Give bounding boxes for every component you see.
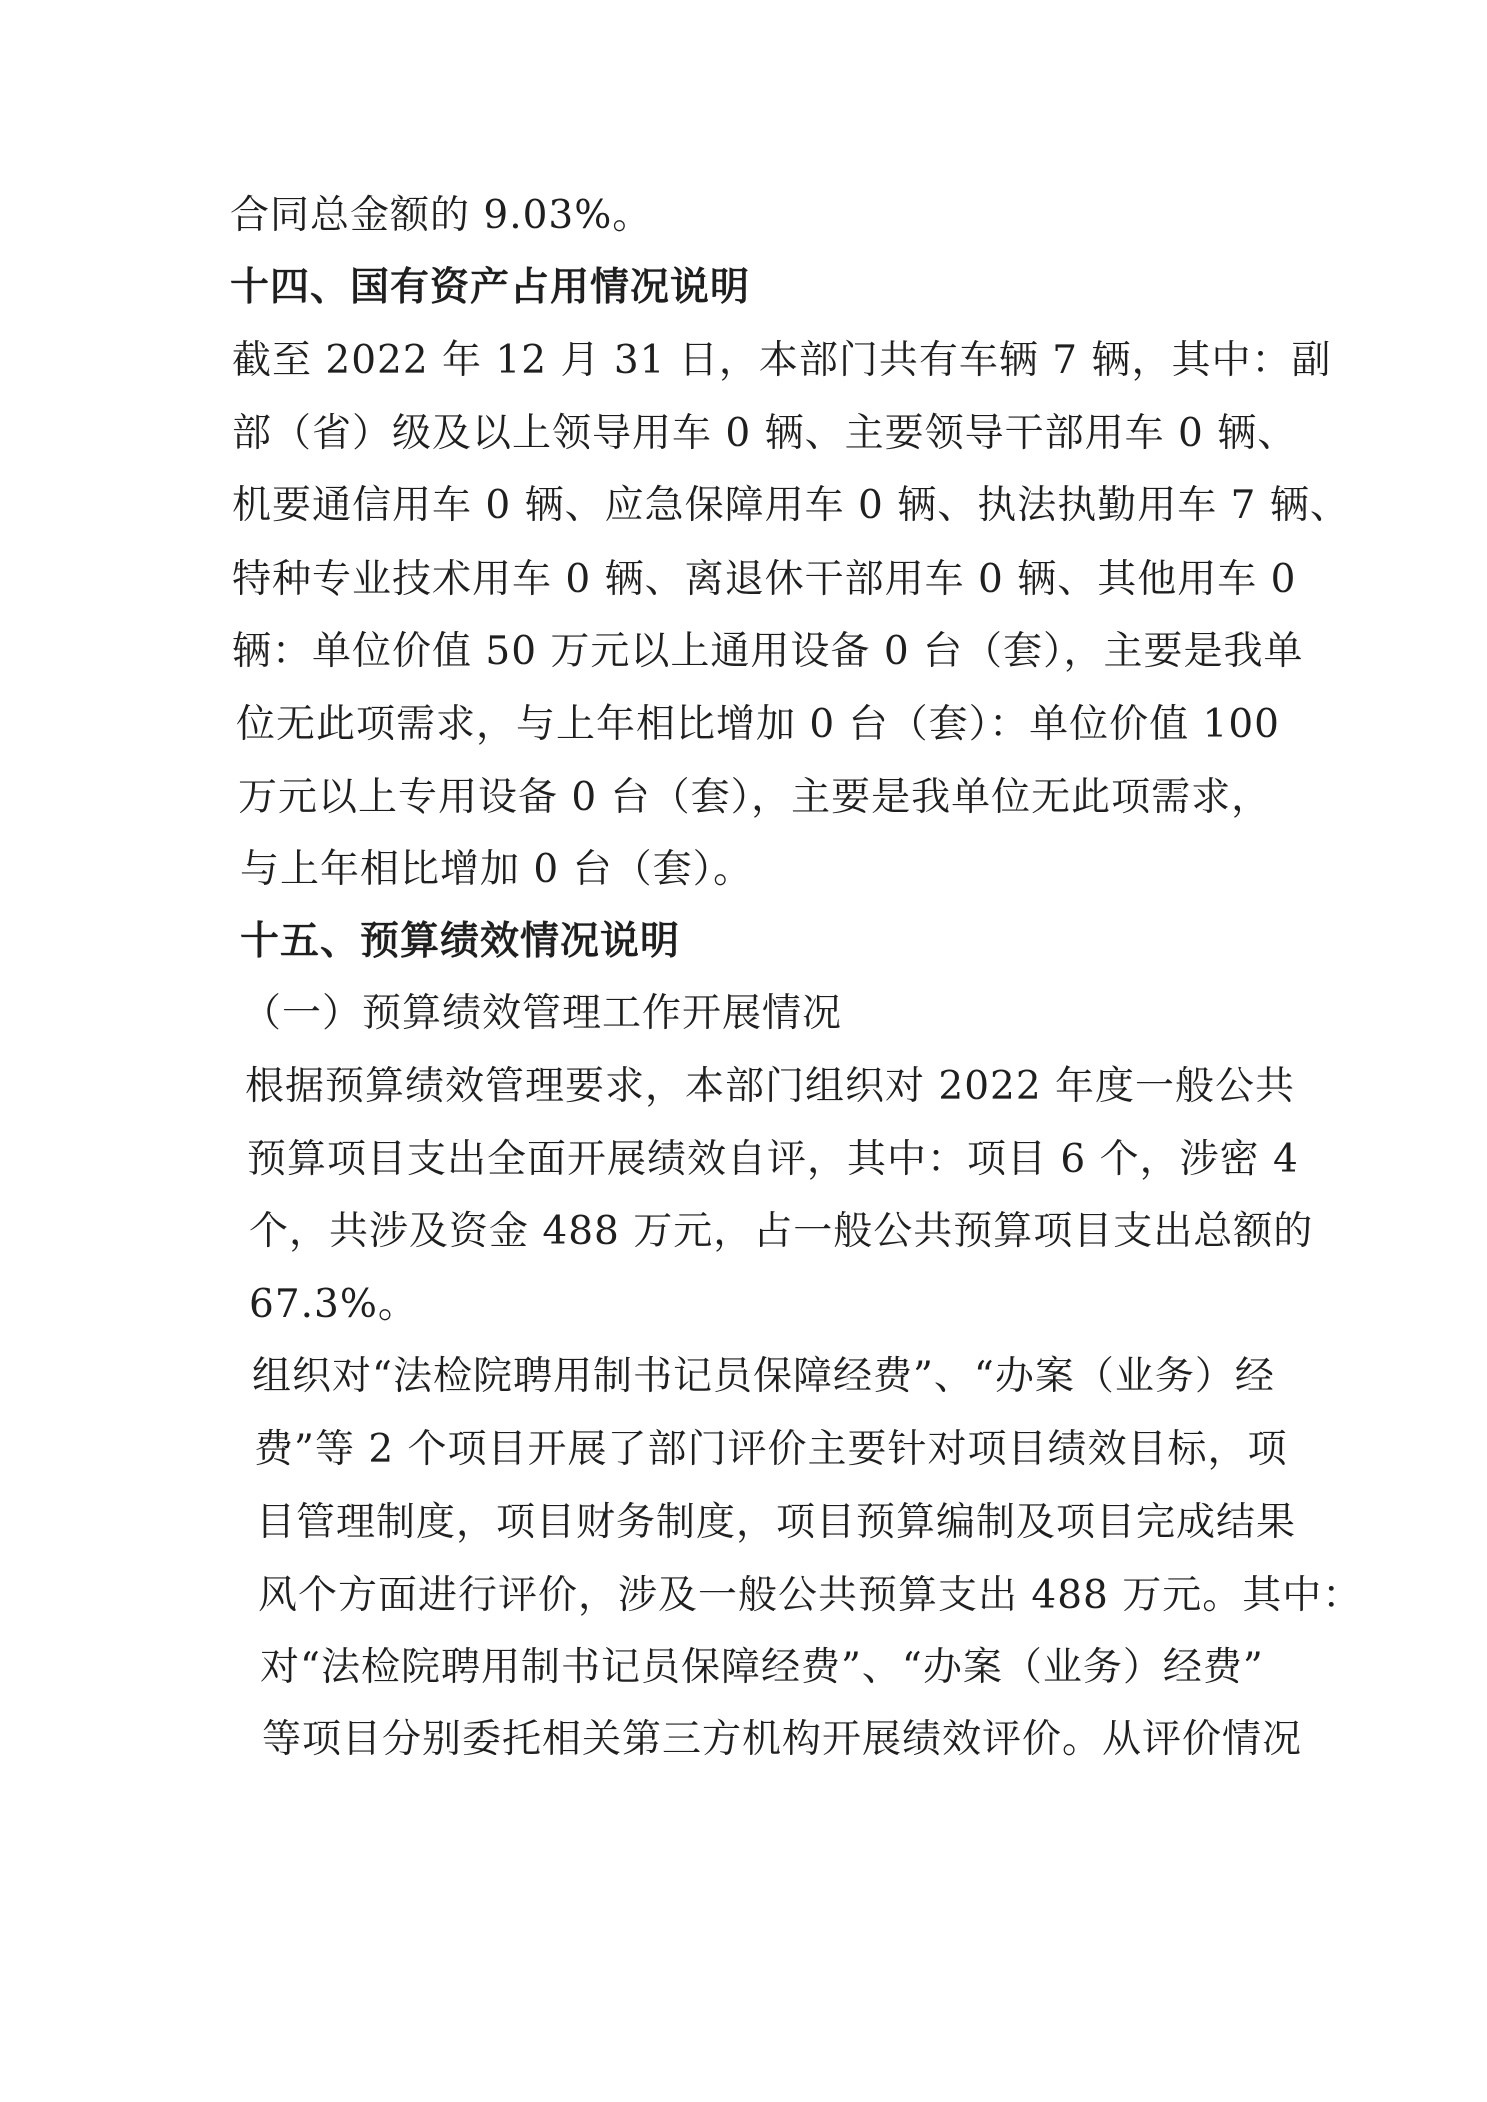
text-line: 等项目分别委托相关第三方机构开展绩效评价。从评价情况 (262, 1717, 1303, 1762)
text-line: 特种专业技术用车 0 辆、离退休干部用车 0 辆、其他用车 0 (232, 557, 1297, 602)
text-line: 与上年相比增加 0 台（套）。 (240, 847, 754, 892)
text-line: 根据预算绩效管理要求，本部门组织对 2022 年度一般公共 (245, 1064, 1296, 1109)
text-line: 位无此项需求，与上年相比增加 0 台（套）：单位价值 100 (236, 702, 1280, 747)
text-line: 风个方面进行评价，涉及一般公共预算支出 488 万元。其中： (258, 1573, 1363, 1618)
text-line: 预算项目支出全面开展绩效自评，其中：项目 6 个，涉密 4 (247, 1137, 1299, 1182)
subsection-heading: （一）预算绩效管理工作开展情况 (242, 991, 843, 1036)
text-line: 截至 2022 年 12 月 31 日，本部门共有车辆 7 辆，其中：副 (232, 338, 1332, 383)
text-line: 部（省）级及以上领导用车 0 辆、主要领导干部用车 0 辆、 (232, 411, 1298, 456)
text-line: 组织对“法检院聘用制书记员保障经费”、“办案（业务）经 (252, 1354, 1275, 1399)
text-line: 目管理制度，项目财务制度，项目预算编制及项目完成结果 (256, 1500, 1297, 1545)
text-line: 万元以上专用设备 0 台（套），主要是我单位无此项需求， (238, 775, 1272, 820)
text-line: 合同总金额的 9.03%。 (230, 193, 653, 238)
text-line: 67.3%。 (249, 1282, 418, 1327)
text-line: 机要通信用车 0 辆、应急保障用车 0 辆、执法执勤用车 7 辆、 (232, 483, 1350, 528)
text-line: 辆：单位价值 50 万元以上通用设备 0 台（套），主要是我单 (232, 629, 1304, 674)
section-heading-14: 十四、国有资产占用情况说明 (230, 265, 751, 310)
text-line: 对“法检院聘用制书记员保障经费”、“办案（业务）经费” (260, 1645, 1264, 1690)
text-line: 费”等 2 个项目开展了部门评价主要针对项目绩效目标，项 (254, 1427, 1288, 1472)
text-line: 个，共涉及资金 488 万元，占一般公共预算项目支出总额的 (249, 1209, 1314, 1254)
section-heading-15: 十五、预算绩效情况说明 (240, 919, 681, 964)
